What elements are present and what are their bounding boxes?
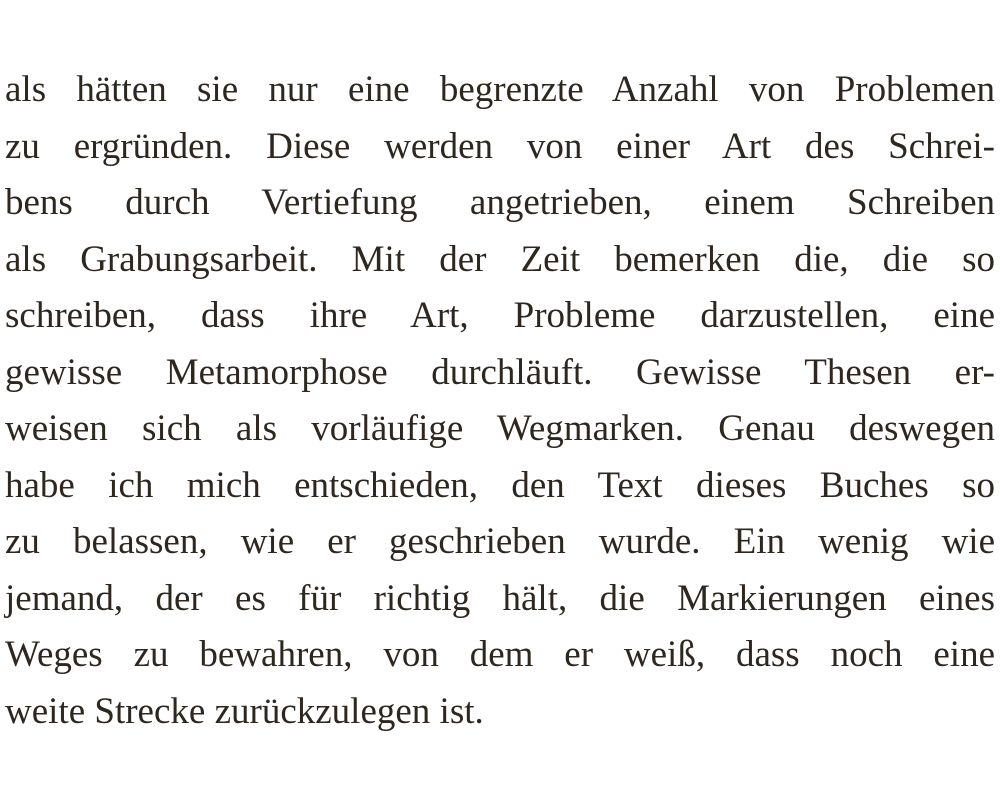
paragraph-line-10: jemand, der es für richtig hält, die Markierungen eines bbox=[5, 577, 995, 619]
paragraph-line-6: gewisse Metamorphose durchläuft. Gewisse Thesen er- bbox=[5, 351, 995, 393]
paragraph-line-9: zu belassen, wie er geschrieben wurde. Ein wenig wie bbox=[5, 521, 995, 562]
text-page bbox=[5, 62, 995, 752]
paragraph-line-8: habe ich mich entschieden, den Text dieses Buches so bbox=[5, 464, 995, 506]
paragraph-line-3: bens durch Vertiefung angetrieben, einem Schreiben bbox=[5, 182, 995, 223]
paragraph-line-1: als hätten sie nur eine begrenzte Anzahl von Problemen bbox=[5, 69, 995, 110]
paragraph-line-5: schreiben, dass ihre Art, Probleme darzustellen, eine bbox=[5, 295, 995, 336]
paragraph-line-7: weisen sich als vorläufige Wegmarken. Genau deswegen bbox=[5, 408, 995, 449]
paragraph-line-4: als Grabungsarbeit. Mit der Zeit bemerken die, die so bbox=[5, 238, 995, 280]
paragraph-line-11: Weges zu bewahren, von dem er weiß, dass noch eine bbox=[5, 634, 995, 675]
paragraph-line-12: weite Strecke zurückzulegen ist. bbox=[5, 690, 484, 732]
paragraph-line-2: zu ergründen. Diese werden von einer Art des Schrei- bbox=[5, 125, 995, 167]
